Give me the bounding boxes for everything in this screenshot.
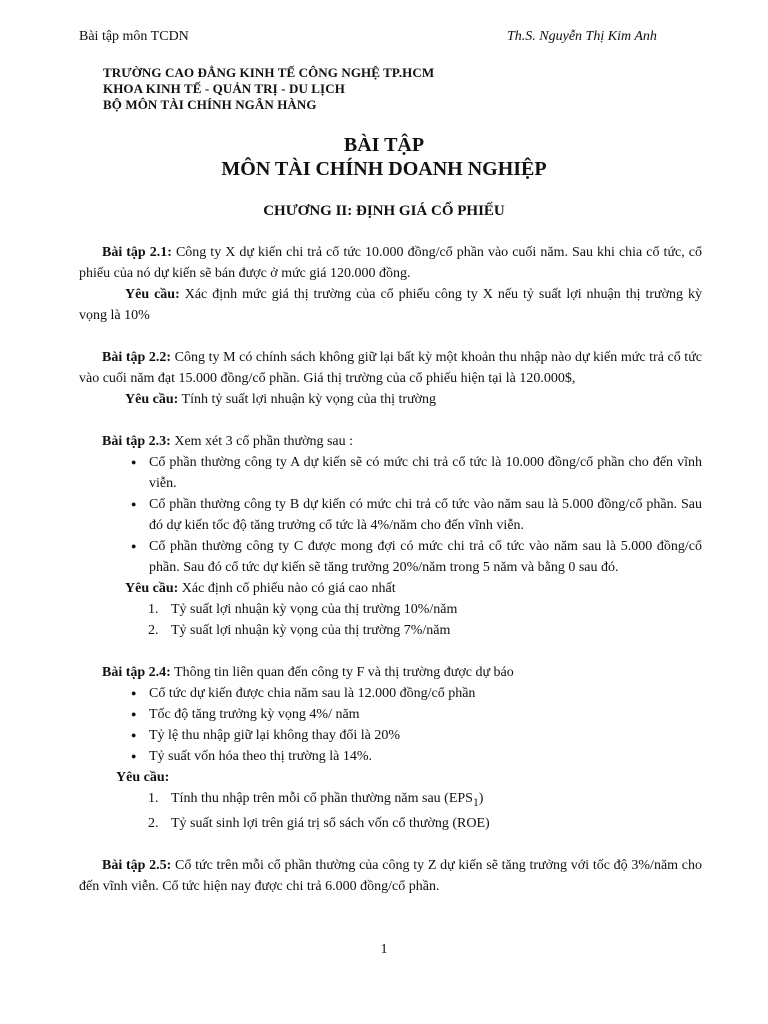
item-number: 1. (148, 602, 159, 617)
bullet-list (79, 683, 702, 767)
exercise-statement (79, 855, 702, 897)
exercise-label: Bài tập 2.4: (102, 665, 171, 680)
list-item: ● Tỷ suất vốn hóa theo thị trường là 14%. (149, 746, 702, 767)
exercise-requirement (79, 578, 702, 599)
exercise-2-3 (79, 431, 702, 641)
exercise-text: Công ty X dự kiến chi trả cổ tức 10.000 đồng/cổ phần vào cuối năm. Sau khi chia cổ tức, cổ phiếu của nó dự kiến sẽ bán được ở mức giá 120.000 đồng. (79, 245, 702, 281)
item-number: 1. (148, 791, 159, 806)
item-text-suffix: ) (478, 791, 484, 806)
chapter-heading: CHƯƠNG II: ĐỊNH GIÁ CỔ PHIẾU (263, 203, 505, 219)
requirement-label: Yêu cầu: (125, 287, 180, 302)
list-item: ● Cổ phần thường công ty A dự kiến sẽ có mức chi trả cổ tức là 10.000 đồng/cổ phần cho đến vĩnh viễn. (149, 452, 702, 494)
requirement-text: Tính tỷ suất lợi nhuận kỳ vọng của thị trường (178, 392, 437, 407)
exercise-requirement (79, 767, 702, 788)
document-title-line1: BÀI TẬP (343, 134, 425, 156)
item-text: Tỷ suất lợi nhuận kỳ vọng của thị trường 7%/năm (171, 623, 451, 638)
exercise-text: Xem xét 3 cổ phần thường sau : (170, 434, 354, 449)
list-item (148, 620, 702, 641)
exercise-requirement (79, 389, 702, 410)
exercise-text: Công ty M có chính sách không giữ lại bất kỳ một khoản thu nhập nào dự kiến mức trả cổ tức vào cuối năm đạt 15.000 đồng/cổ phần. Giá thị trường của cổ phiếu hiện tại là 120.000$, (79, 350, 703, 386)
page-number: 1 (380, 942, 388, 957)
list-item: ● Tốc độ tăng trưởng kỳ vọng 4%/ năm (149, 704, 702, 725)
requirement-label: Yêu cầu: (125, 581, 179, 596)
list-item: ● Cổ phần thường công ty C được mong đợi có mức chi trả cổ tức vào năm sau là 5.000 đồng/cổ phần. Sau đó cổ tức dự kiến sẽ tăng trưởng 20%/năm trong 5 năm và bằng 0 sau đó. (149, 536, 702, 578)
document-title-line2: MÔN TÀI CHÍNH DOANH NGHIỆP (221, 158, 547, 180)
item-text: Tỷ suất sinh lợi trên giá trị sổ sách vốn cổ thường (ROE) (171, 815, 490, 831)
exercise-requirement (79, 284, 702, 326)
list-item: ● Cổ phần thường công ty B dự kiến có mức chi trả cổ tức vào năm sau là 5.000 đồng/cổ phần. Sau đó dự kiến tốc độ tăng trưởng cổ tức là 4%/năm cho đến vĩnh viễn. (149, 494, 702, 536)
exercise-label: Bài tập 2.1: (102, 245, 172, 260)
institution-faculty: KHOA KINH TẾ - QUẢN TRỊ - DU LỊCH (103, 81, 345, 96)
exercise-content (79, 242, 702, 918)
item-number: 2. (148, 623, 159, 638)
exercise-2-4 (79, 662, 702, 834)
institution-school: TRƯỜNG CAO ĐẲNG KINH TẾ CÔNG NGHỆ TP.HCM (103, 65, 435, 80)
numbered-list (79, 788, 702, 834)
exercise-label: Bài tập 2.5: (102, 857, 172, 873)
exercise-text: Cổ tức trên mỗi cổ phần thường của công ty Z dự kiến sẽ tăng trưởng với tốc độ 3%/năm cho đến vĩnh viễn. Cổ tức hiện nay được chi trả 6.000 đồng/cổ phần. (79, 857, 702, 894)
list-item: ● Tỷ lệ thu nhập giữ lại không thay đổi là 20% (149, 725, 702, 746)
institution-department: BỘ MÔN TÀI CHÍNH NGÂN HÀNG (103, 97, 317, 112)
list-item (148, 788, 702, 813)
requirement-label: Yêu cầu: (116, 770, 170, 785)
requirement-label: Yêu cầu: (125, 392, 179, 407)
exercise-statement (79, 242, 702, 284)
exercise-label: Bài tập 2.3: (102, 434, 171, 449)
item-text: Tỷ suất lợi nhuận kỳ vọng của thị trường 10%/năm (171, 602, 458, 617)
exercise-statement (79, 662, 702, 683)
exercise-2-2 (79, 347, 702, 410)
item-subscript: 1 (472, 795, 479, 809)
requirement-text: Xác định cổ phiếu nào có giá cao nhất (178, 581, 396, 596)
list-item (148, 813, 702, 834)
exercise-text: Thông tin liên quan đến công ty F và thị trường được dự báo (170, 665, 514, 680)
item-number: 2. (148, 815, 159, 831)
exercise-2-1 (79, 242, 702, 326)
numbered-list (79, 599, 702, 641)
exercise-2-5 (79, 855, 702, 897)
exercise-label: Bài tập 2.2: (102, 350, 172, 365)
list-item (148, 599, 702, 620)
item-text: Tính thu nhập trên mỗi cổ phần thường năm sau (EPS (171, 791, 473, 806)
exercise-statement (79, 347, 702, 389)
header-author: Th.S. Nguyễn Thị Kim Anh (507, 29, 657, 44)
requirement-text: Xác định mức giá thị trường của cổ phiếu công ty X nếu tỷ suất lợi nhuận thị trường kỳ vọng là 10% (79, 287, 702, 323)
bullet-list (79, 452, 702, 578)
header-course: Bài tập môn TCDN (79, 29, 189, 44)
list-item: ● Cổ tức dự kiến được chia năm sau là 12.000 đồng/cổ phần (149, 683, 702, 704)
exercise-statement (79, 431, 702, 452)
